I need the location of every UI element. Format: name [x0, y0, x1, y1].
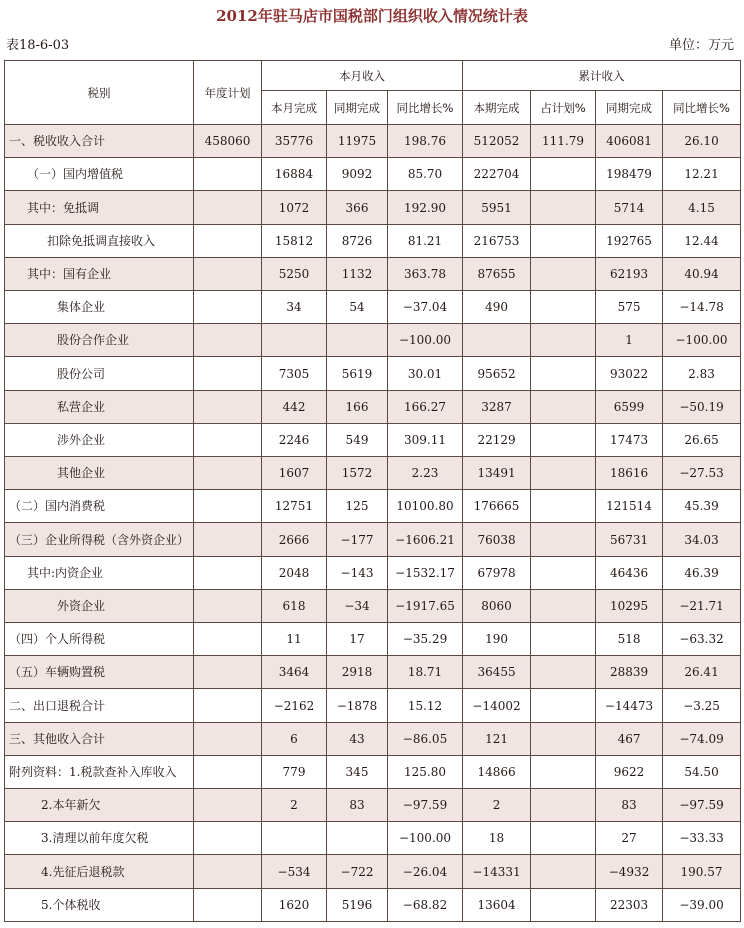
month-growth-cell: 125.80 — [388, 755, 463, 788]
month-done-cell: 779 — [262, 755, 327, 788]
cum-prev-cell: 575 — [596, 291, 663, 324]
annual-plan-cell — [194, 324, 262, 357]
cum-growth-cell: 12.21 — [663, 158, 741, 191]
cum-growth-cell: 40.94 — [663, 257, 741, 290]
header-cum-growth: 同比增长% — [663, 91, 741, 125]
annual-plan-cell — [194, 789, 262, 822]
month-growth-cell: 10100.80 — [388, 490, 463, 523]
cum-plan-pct-cell — [531, 689, 596, 722]
table-row — [5, 888, 741, 921]
month-growth-cell: 166.27 — [388, 390, 463, 423]
month-prev-cell: −143 — [327, 556, 388, 589]
month-growth-cell: 198.76 — [388, 125, 463, 158]
month-done-cell: −2162 — [262, 689, 327, 722]
month-growth-cell: −1532.17 — [388, 556, 463, 589]
row-label: 其中：免抵调 — [5, 191, 194, 224]
month-growth-cell: −100.00 — [388, 822, 463, 855]
cum-growth-cell: −14.78 — [663, 291, 741, 324]
cum-plan-pct-cell — [531, 324, 596, 357]
unit-label: 单位：万元 — [668, 38, 734, 53]
month-done-cell: 11 — [262, 623, 327, 656]
row-label: 其他企业 — [5, 457, 194, 490]
month-prev-cell: 1132 — [327, 257, 388, 290]
row-label: 4.先征后退税款 — [5, 855, 194, 888]
row-label: 股份合作企业 — [5, 324, 194, 357]
row-label: 外资企业 — [5, 589, 194, 622]
cum-done-cell: 5951 — [463, 191, 531, 224]
cum-plan-pct-cell — [531, 623, 596, 656]
month-prev-cell: 2918 — [327, 656, 388, 689]
month-prev-cell: 8726 — [327, 224, 388, 257]
annual-plan-cell — [194, 158, 262, 191]
month-prev-cell — [327, 822, 388, 855]
header-cum-plan-pct: 占计划% — [531, 91, 596, 125]
row-label: 集体企业 — [5, 291, 194, 324]
table-row — [5, 125, 741, 158]
month-prev-cell: 345 — [327, 755, 388, 788]
cum-plan-pct-cell — [531, 423, 596, 456]
cum-growth-cell: −74.09 — [663, 722, 741, 755]
table-row — [5, 357, 741, 390]
cum-prev-cell: 18616 — [596, 457, 663, 490]
table-row — [5, 390, 741, 423]
cum-growth-cell: −50.19 — [663, 390, 741, 423]
cum-plan-pct-cell — [531, 457, 596, 490]
table-row — [5, 855, 741, 888]
cum-growth-cell: 12.44 — [663, 224, 741, 257]
cum-growth-cell: 46.39 — [663, 556, 741, 589]
annual-plan-cell — [194, 523, 262, 556]
cum-done-cell: 76038 — [463, 523, 531, 556]
cum-plan-pct-cell — [531, 390, 596, 423]
cum-growth-cell: 2.83 — [663, 357, 741, 390]
table-row — [5, 656, 741, 689]
month-prev-cell: 549 — [327, 423, 388, 456]
month-done-cell: 3464 — [262, 656, 327, 689]
annual-plan-cell — [194, 623, 262, 656]
month-growth-cell: −1606.21 — [388, 523, 463, 556]
month-growth-cell: 2.23 — [388, 457, 463, 490]
annual-plan-cell — [194, 191, 262, 224]
month-prev-cell: 1572 — [327, 457, 388, 490]
month-prev-cell: −1878 — [327, 689, 388, 722]
row-label: （二）国内消费税 — [5, 490, 194, 523]
table-row — [5, 689, 741, 722]
cum-done-cell: 490 — [463, 291, 531, 324]
cum-prev-cell: 192765 — [596, 224, 663, 257]
row-label: 2.本年新欠 — [5, 789, 194, 822]
month-done-cell: 12751 — [262, 490, 327, 523]
month-growth-cell: −26.04 — [388, 855, 463, 888]
month-done-cell: 618 — [262, 589, 327, 622]
annual-plan-cell — [194, 589, 262, 622]
annual-plan-cell — [194, 224, 262, 257]
month-prev-cell: 9092 — [327, 158, 388, 191]
month-growth-cell: −86.05 — [388, 722, 463, 755]
annual-plan-cell — [194, 689, 262, 722]
cum-plan-pct-cell — [531, 822, 596, 855]
month-growth-cell: 18.71 — [388, 656, 463, 689]
header-month-done: 本月完成 — [262, 91, 327, 125]
table-row — [5, 423, 741, 456]
cum-plan-pct-cell — [531, 257, 596, 290]
cum-prev-cell: 406081 — [596, 125, 663, 158]
cum-done-cell: 22129 — [463, 423, 531, 456]
table-row — [5, 490, 741, 523]
cum-done-cell: 13604 — [463, 888, 531, 921]
cum-prev-cell: 93022 — [596, 357, 663, 390]
row-label: 三、其他收入合计 — [5, 722, 194, 755]
month-prev-cell: −34 — [327, 589, 388, 622]
cum-growth-cell: −39.00 — [663, 888, 741, 921]
annual-plan-cell — [194, 423, 262, 456]
table-row — [5, 224, 741, 257]
row-label: 5.个体税收 — [5, 888, 194, 921]
cum-plan-pct-cell — [531, 888, 596, 921]
month-done-cell: 2666 — [262, 523, 327, 556]
cum-growth-cell: 26.10 — [663, 125, 741, 158]
cum-prev-cell: 6599 — [596, 390, 663, 423]
row-label: 股份公司 — [5, 357, 194, 390]
table-row — [5, 457, 741, 490]
table-row — [5, 324, 741, 357]
cum-done-cell: 190 — [463, 623, 531, 656]
cum-prev-cell: 62193 — [596, 257, 663, 290]
month-done-cell: 2048 — [262, 556, 327, 589]
cum-done-cell: 36455 — [463, 656, 531, 689]
cum-done-cell: 216753 — [463, 224, 531, 257]
table-row — [5, 291, 741, 324]
table-row — [5, 556, 741, 589]
month-growth-cell: 15.12 — [388, 689, 463, 722]
cum-done-cell: 121 — [463, 722, 531, 755]
cum-growth-cell: −27.53 — [663, 457, 741, 490]
month-done-cell: −534 — [262, 855, 327, 888]
cum-prev-cell: 46436 — [596, 556, 663, 589]
cum-prev-cell: 518 — [596, 623, 663, 656]
table-row — [5, 523, 741, 556]
cum-done-cell — [463, 324, 531, 357]
header-cum-done: 本期完成 — [463, 91, 531, 125]
month-done-cell: 2246 — [262, 423, 327, 456]
table-row — [5, 789, 741, 822]
header-category: 税别 — [5, 61, 194, 125]
cum-growth-cell: 34.03 — [663, 523, 741, 556]
annual-plan-cell — [194, 822, 262, 855]
row-label: 3.清理以前年度欠税 — [5, 822, 194, 855]
annual-plan-cell — [194, 888, 262, 921]
month-done-cell: 5250 — [262, 257, 327, 290]
cum-plan-pct-cell — [531, 556, 596, 589]
month-prev-cell: −722 — [327, 855, 388, 888]
annual-plan-cell — [194, 722, 262, 755]
cum-plan-pct-cell — [531, 656, 596, 689]
cum-prev-cell: 17473 — [596, 423, 663, 456]
cum-prev-cell: 467 — [596, 722, 663, 755]
month-done-cell: 1620 — [262, 888, 327, 921]
annual-plan-cell — [194, 390, 262, 423]
month-done-cell: 7305 — [262, 357, 327, 390]
cum-done-cell: −14331 — [463, 855, 531, 888]
cum-plan-pct-cell — [531, 191, 596, 224]
cum-growth-cell: −21.71 — [663, 589, 741, 622]
cum-plan-pct-cell — [531, 722, 596, 755]
cum-growth-cell: −63.32 — [663, 623, 741, 656]
row-label: 其中：国有企业 — [5, 257, 194, 290]
row-label: 一、税收收入合计 — [5, 125, 194, 158]
cum-prev-cell: 83 — [596, 789, 663, 822]
month-growth-cell: −100.00 — [388, 324, 463, 357]
cum-growth-cell: 54.50 — [663, 755, 741, 788]
month-done-cell: 16884 — [262, 158, 327, 191]
annual-plan-cell: 458060 — [194, 125, 262, 158]
row-label: （一）国内增值税 — [5, 158, 194, 191]
month-growth-cell: −97.59 — [388, 789, 463, 822]
month-prev-cell: 5619 — [327, 357, 388, 390]
month-growth-cell: −1917.65 — [388, 589, 463, 622]
cum-done-cell: 67978 — [463, 556, 531, 589]
cum-done-cell: 512052 — [463, 125, 531, 158]
document-title: 2012年驻马店市国税部门组织收入情况统计表 — [216, 7, 528, 25]
table-body — [5, 125, 741, 922]
table-row — [5, 589, 741, 622]
cum-done-cell: −14002 — [463, 689, 531, 722]
header-month-prev: 同期完成 — [327, 91, 388, 125]
annual-plan-cell — [194, 490, 262, 523]
month-done-cell: 442 — [262, 390, 327, 423]
cum-prev-cell: 1 — [596, 324, 663, 357]
month-growth-cell: 309.11 — [388, 423, 463, 456]
header-monthly-income: 本月收入 — [262, 61, 463, 91]
cum-done-cell: 14866 — [463, 755, 531, 788]
month-prev-cell: −177 — [327, 523, 388, 556]
cum-plan-pct-cell — [531, 523, 596, 556]
month-done-cell — [262, 822, 327, 855]
month-prev-cell: 17 — [327, 623, 388, 656]
annual-plan-cell — [194, 357, 262, 390]
header-annual-plan: 年度计划 — [194, 61, 262, 125]
cum-growth-cell: −3.25 — [663, 689, 741, 722]
cum-prev-cell: 121514 — [596, 490, 663, 523]
month-growth-cell: 81.21 — [388, 224, 463, 257]
row-label: 私营企业 — [5, 390, 194, 423]
row-label: （四）个人所得税 — [5, 623, 194, 656]
month-prev-cell: 125 — [327, 490, 388, 523]
cum-plan-pct-cell — [531, 855, 596, 888]
statistics-table — [4, 60, 741, 922]
annual-plan-cell — [194, 257, 262, 290]
row-label: 其中:内资企业 — [5, 556, 194, 589]
month-growth-cell: −35.29 — [388, 623, 463, 656]
cum-plan-pct-cell — [531, 755, 596, 788]
month-done-cell: 1072 — [262, 191, 327, 224]
annual-plan-cell — [194, 855, 262, 888]
cum-prev-cell: 10295 — [596, 589, 663, 622]
cum-prev-cell: 22303 — [596, 888, 663, 921]
cum-done-cell: 222704 — [463, 158, 531, 191]
row-label: （五）车辆购置税 — [5, 656, 194, 689]
table-row — [5, 158, 741, 191]
month-growth-cell: 85.70 — [388, 158, 463, 191]
cum-prev-cell: 28839 — [596, 656, 663, 689]
cum-growth-cell: −33.33 — [663, 822, 741, 855]
cum-plan-pct-cell — [531, 490, 596, 523]
table-row — [5, 623, 741, 656]
header-cum-prev: 同期完成 — [596, 91, 663, 125]
cum-plan-pct-cell: 111.79 — [531, 125, 596, 158]
cum-done-cell: 87655 — [463, 257, 531, 290]
row-label: 附列资料：1.税款查补入库收入 — [5, 755, 194, 788]
annual-plan-cell — [194, 291, 262, 324]
cum-growth-cell: 26.41 — [663, 656, 741, 689]
annual-plan-cell — [194, 457, 262, 490]
month-done-cell: 1607 — [262, 457, 327, 490]
cum-growth-cell: 190.57 — [663, 855, 741, 888]
cum-done-cell: 18 — [463, 822, 531, 855]
cum-done-cell: 8060 — [463, 589, 531, 622]
row-label: （三）企业所得税（含外资企业） — [5, 523, 194, 556]
cum-plan-pct-cell — [531, 589, 596, 622]
cum-prev-cell: 9622 — [596, 755, 663, 788]
month-prev-cell: 366 — [327, 191, 388, 224]
month-prev-cell: 54 — [327, 291, 388, 324]
month-prev-cell: 43 — [327, 722, 388, 755]
cum-growth-cell: 26.65 — [663, 423, 741, 456]
cum-prev-cell: −14473 — [596, 689, 663, 722]
cum-done-cell: 13491 — [463, 457, 531, 490]
month-prev-cell — [327, 324, 388, 357]
month-prev-cell: 83 — [327, 789, 388, 822]
row-label: 二、出口退税合计 — [5, 689, 194, 722]
cum-done-cell: 2 — [463, 789, 531, 822]
cum-growth-cell: 45.39 — [663, 490, 741, 523]
cum-plan-pct-cell — [531, 357, 596, 390]
cum-prev-cell: 27 — [596, 822, 663, 855]
cum-plan-pct-cell — [531, 224, 596, 257]
header-row-1 — [5, 61, 741, 91]
header-month-growth: 同比增长% — [388, 91, 463, 125]
cum-growth-cell: −97.59 — [663, 789, 741, 822]
month-prev-cell: 166 — [327, 390, 388, 423]
cum-plan-pct-cell — [531, 789, 596, 822]
annual-plan-cell — [194, 556, 262, 589]
cum-done-cell: 176665 — [463, 490, 531, 523]
month-prev-cell: 5196 — [327, 888, 388, 921]
month-done-cell — [262, 324, 327, 357]
month-done-cell: 34 — [262, 291, 327, 324]
cum-prev-cell: 198479 — [596, 158, 663, 191]
cum-done-cell: 3287 — [463, 390, 531, 423]
month-prev-cell: 11975 — [327, 125, 388, 158]
row-label: 涉外企业 — [5, 423, 194, 456]
month-growth-cell: 30.01 — [388, 357, 463, 390]
cum-prev-cell: 5714 — [596, 191, 663, 224]
month-growth-cell: −37.04 — [388, 291, 463, 324]
row-label: 扣除免抵调直接收入 — [5, 224, 194, 257]
table-row — [5, 722, 741, 755]
table-code: 表18-6-03 — [6, 38, 70, 53]
month-growth-cell: 363.78 — [388, 257, 463, 290]
cum-plan-pct-cell — [531, 291, 596, 324]
header-cumulative-income: 累计收入 — [463, 61, 741, 91]
month-growth-cell: 192.90 — [388, 191, 463, 224]
month-done-cell: 2 — [262, 789, 327, 822]
table-row — [5, 257, 741, 290]
table-row — [5, 191, 741, 224]
table-row — [5, 822, 741, 855]
table-row — [5, 755, 741, 788]
cum-prev-cell: −4932 — [596, 855, 663, 888]
cum-prev-cell: 56731 — [596, 523, 663, 556]
month-done-cell: 15812 — [262, 224, 327, 257]
month-done-cell: 35776 — [262, 125, 327, 158]
month-growth-cell: −68.82 — [388, 888, 463, 921]
cum-growth-cell: −100.00 — [663, 324, 741, 357]
annual-plan-cell — [194, 755, 262, 788]
month-done-cell: 6 — [262, 722, 327, 755]
cum-done-cell: 95652 — [463, 357, 531, 390]
cum-plan-pct-cell — [531, 158, 596, 191]
annual-plan-cell — [194, 656, 262, 689]
cum-growth-cell: 4.15 — [663, 191, 741, 224]
